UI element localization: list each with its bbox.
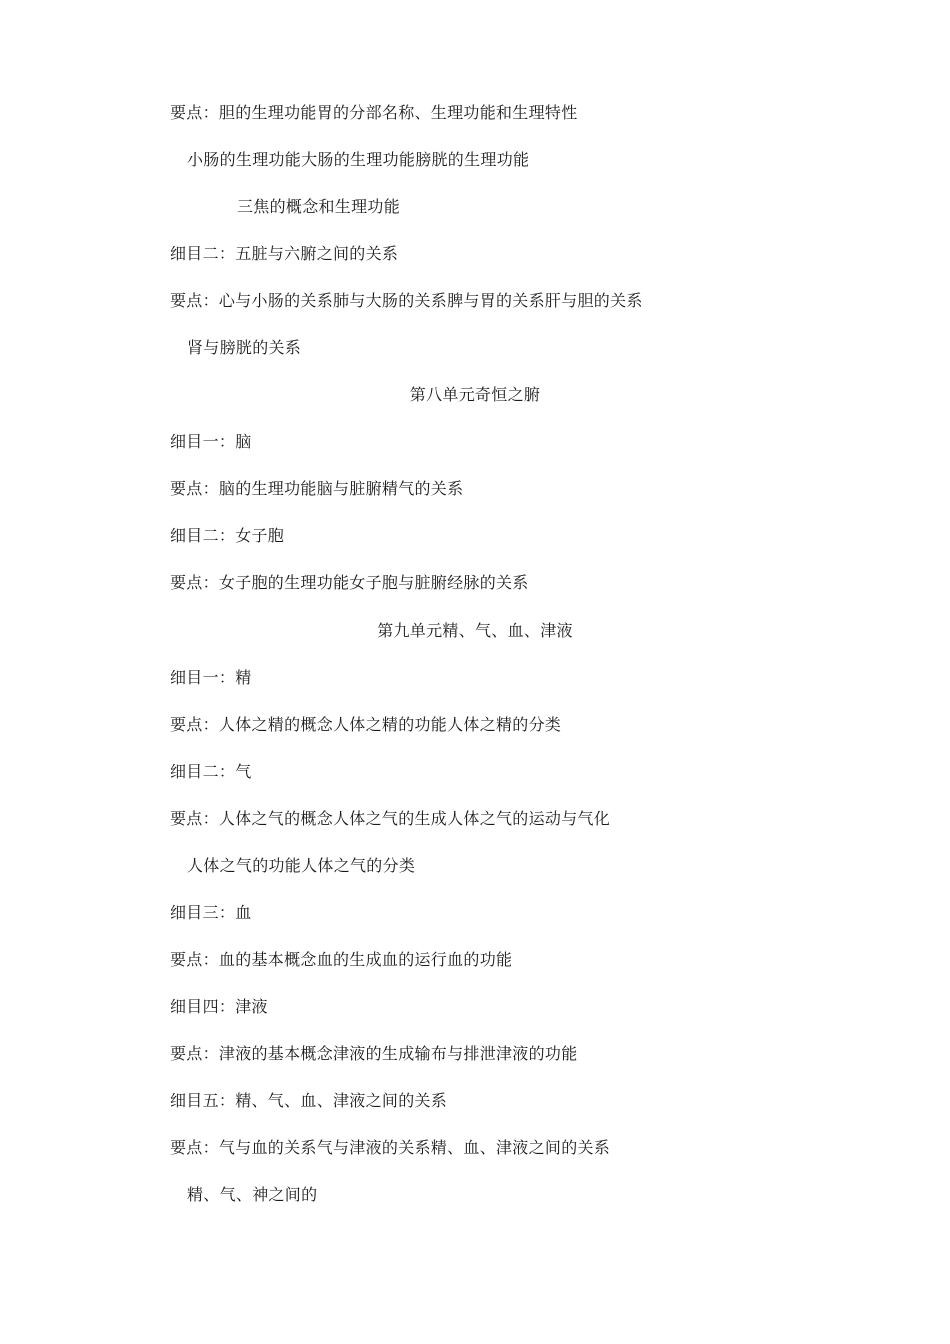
text-line: 要点：津液的基本概念津液的生成输布与排泄津液的功能	[170, 1044, 578, 1063]
text-line: 细目二：女子胞	[170, 526, 285, 545]
text-line: 细目一：脑	[170, 432, 252, 451]
text-line: 细目五：精、气、血、津液之间的关系	[170, 1091, 448, 1110]
text-line: 细目二：五脏与六腑之间的关系	[170, 244, 399, 263]
text-line: 要点：人体之精的概念人体之精的功能人体之精的分类	[170, 715, 562, 734]
text-line: 精、气、神之间的	[187, 1185, 318, 1204]
text-line: 要点：胆的生理功能胃的分部名称、生理功能和生理特性	[170, 103, 578, 122]
text-line: 三焦的概念和生理功能	[237, 197, 401, 216]
unit-heading: 第九单元精、气、血、津液	[377, 621, 573, 640]
text-line: 细目四：津液	[170, 997, 268, 1016]
text-line: 细目二：气	[170, 762, 252, 781]
text-line: 细目三：血	[170, 903, 252, 922]
text-line: 细目一：精	[170, 668, 252, 687]
text-line: 要点：血的基本概念血的生成血的运行血的功能	[170, 950, 513, 969]
unit-heading: 第八单元奇恒之腑	[409, 385, 541, 404]
text-line: 要点：人体之气的概念人体之气的生成人体之气的运动与气化	[170, 809, 611, 828]
text-line: 人体之气的功能人体之气的分类	[187, 856, 416, 875]
text-line: 要点：心与小肠的关系肺与大肠的关系脾与胃的关系肝与胆的关系	[170, 291, 643, 310]
text-line: 肾与膀胱的关系	[187, 338, 302, 357]
text-line: 小肠的生理功能大肠的生理功能膀胱的生理功能	[187, 150, 530, 169]
text-line: 要点：女子胞的生理功能女子胞与脏腑经脉的关系	[170, 573, 529, 592]
text-line: 要点：气与血的关系气与津液的关系精、血、津液之间的关系	[170, 1138, 611, 1157]
text-line: 要点：脑的生理功能脑与脏腑精气的关系	[170, 479, 464, 498]
